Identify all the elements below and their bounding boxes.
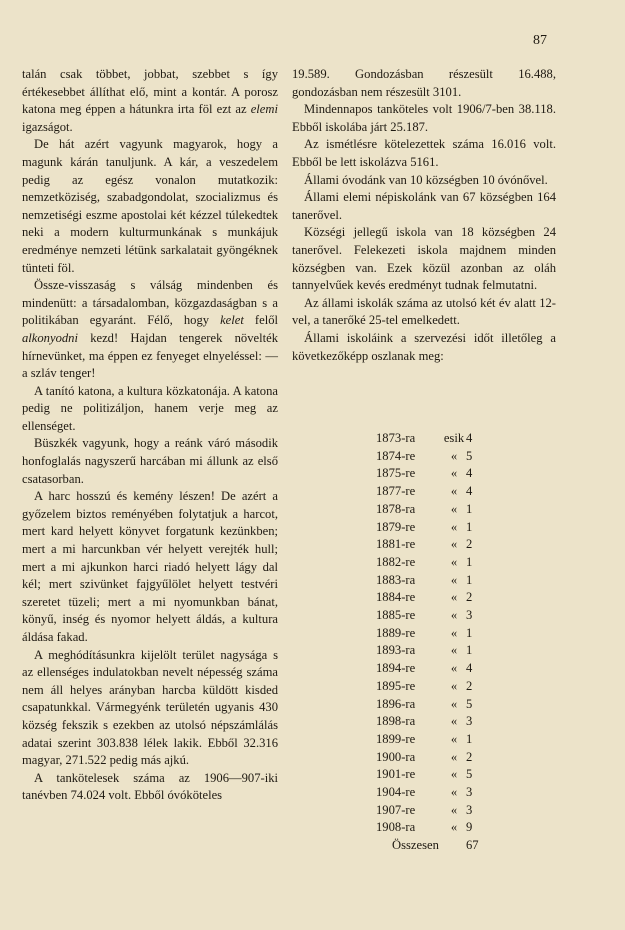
- count-cell: 2: [466, 590, 473, 605]
- year-cell: 1904-re: [376, 785, 416, 800]
- ditto-mark: «: [450, 466, 458, 481]
- year-cell: 1908-ra: [376, 820, 416, 835]
- count-cell: 1: [466, 554, 473, 569]
- year-cell: 1901-re: [376, 767, 416, 782]
- right-paragraph: Az állami iskolák száma az utolsó két év alatt 12-vel, a tanerőké 25-tel emelkedett.: [292, 295, 556, 328]
- right-paragraph: 19.589. Gondozásban részesült 16.488, gondozásban nem részesült 3101.: [292, 67, 556, 99]
- school-founding-table: [376, 430, 486, 855]
- table-row: [376, 572, 486, 590]
- table-row: [376, 483, 486, 501]
- table-row: [376, 802, 486, 820]
- count-cell: 3: [466, 608, 473, 623]
- count-cell: 2: [466, 749, 473, 764]
- year-cell: 1889-re: [376, 625, 416, 640]
- count-cell: 5: [466, 448, 473, 463]
- text-span: Össze-visszaság s válság mindenben és mindenütt: a társadalomban, közgazdaságban s a politikában egyaránt. Félő, hogy: [22, 278, 278, 328]
- year-cell: 1875-re: [376, 466, 416, 481]
- count-cell: 1: [466, 625, 473, 640]
- ditto-mark: «: [450, 537, 458, 552]
- left-paragraph: [22, 277, 278, 383]
- table-row: [376, 625, 486, 643]
- emphasized-word: elemi: [250, 102, 278, 117]
- count-cell: 1: [466, 643, 473, 658]
- count-cell: 2: [466, 537, 473, 552]
- left-paragraph: A tankötelesek száma az 1906—907-iki tanévben 74.024 volt. Ebből óvóköteles: [22, 770, 278, 803]
- ditto-mark: «: [450, 767, 458, 782]
- year-cell: 1895-re: [376, 678, 416, 693]
- ditto-mark: «: [450, 590, 458, 605]
- year-cell: 1884-re: [376, 590, 416, 605]
- count-cell: 5: [466, 696, 473, 711]
- ditto-mark: «: [450, 501, 458, 516]
- text-span: felől: [243, 313, 279, 328]
- ditto-mark: «: [450, 731, 458, 746]
- year-cell: 1874-re: [376, 448, 416, 463]
- ditto-mark: «: [450, 661, 458, 676]
- ditto-mark: «: [450, 749, 458, 764]
- ditto-mark: esik: [443, 431, 465, 445]
- year-cell: 1873-ra: [376, 431, 416, 445]
- ditto-mark: «: [450, 448, 458, 463]
- page-number: 87: [533, 33, 547, 48]
- year-cell: 1877-re: [376, 484, 416, 499]
- table-total-row: [376, 837, 486, 855]
- year-cell: 1893-ra: [376, 643, 416, 658]
- table-row: [376, 589, 486, 607]
- table-row: [376, 678, 486, 696]
- ditto-mark: «: [450, 696, 458, 711]
- year-cell: 1894-re: [376, 661, 416, 676]
- year-cell: 1899-re: [376, 731, 416, 746]
- count-cell: 3: [466, 785, 473, 800]
- ditto-mark: «: [450, 802, 458, 817]
- emphasized-word: alkonyodni: [22, 330, 78, 345]
- year-cell: 1898-ra: [376, 714, 416, 729]
- year-cell: 1883-ra: [376, 572, 416, 587]
- count-cell: 1: [466, 501, 473, 516]
- year-cell: 1885-re: [376, 608, 416, 623]
- right-text-column: [292, 66, 556, 365]
- right-paragraph: Állami iskoláink a szervezési időt illetőleg a következőképp oszlanak meg:: [292, 330, 556, 363]
- count-cell: 4: [466, 484, 473, 499]
- table-row: [376, 430, 486, 448]
- left-paragraph: Büszkék vagyunk, hogy a reánk váró második honfoglalás nagyszerű harcában mi állunk az első csatasorban.: [22, 436, 278, 486]
- count-cell: 4: [466, 466, 473, 481]
- right-paragraph: Mindennapos tanköteles volt 1906/7-ben 38.118. Ebből iskolába járt 25.187.: [292, 102, 556, 134]
- ditto-mark: «: [450, 785, 458, 800]
- text-span: igazságot.: [22, 119, 73, 134]
- count-cell: 4: [466, 431, 473, 445]
- right-paragraph: Az ismétlésre kötelezettek száma 16.016 volt. Ebből be lett iskolázva 5161.: [292, 137, 556, 169]
- left-paragraph: A harc hosszú és kemény lészen! De azért a győzelem biztos reményében folytatjuk a harcot, mert kard helyett könyvet forgatunk kezünkben; mert a mi harcunkban vér helyett verejték hull; mert a mi ajkunkon harci riadó helyett lágy dal kél; mert szivünket fajgyűlölet helyett testvéri szeretet tüzeli; mert a mi nyomunkban bánat, könyű, inség és nyomor helyett áldás, a kultura áldása fakad.: [22, 489, 278, 644]
- count-cell: 5: [466, 767, 473, 782]
- left-paragraph: De hát azért vagyunk magyarok, hogy a magunk kárán tanuljunk. A kár, a veszedelem pedig az egész vonalon mutatkozik: nemzetköziség, szabadgondolat, szocializmus és nemzetiségi eszme apostolai két kézzel túlekedtek neki a modern kulturmunkának s munkájuk eredménye nemzeti létünk sarkalatait gyöngéknek tünteti föl.: [22, 137, 278, 275]
- table-row: [376, 465, 486, 483]
- total-label: Összesen: [392, 838, 439, 853]
- table-row: [376, 731, 486, 749]
- table-row: [376, 554, 486, 572]
- ditto-mark: «: [450, 554, 458, 569]
- table-row: [376, 696, 486, 714]
- ditto-mark: «: [450, 643, 458, 658]
- ditto-mark: «: [450, 820, 458, 835]
- ditto-mark: «: [450, 625, 458, 640]
- table-row: [376, 642, 486, 660]
- table-row: [376, 749, 486, 767]
- ditto-mark: «: [450, 484, 458, 499]
- left-paragraph: [22, 66, 278, 136]
- table-row: [376, 766, 486, 784]
- year-cell: 1878-ra: [376, 501, 416, 516]
- year-cell: 1907-re: [376, 802, 416, 817]
- table-row: [376, 819, 486, 837]
- count-cell: 4: [466, 661, 473, 676]
- right-paragraph: Állami óvodánk van 10 községben 10 óvónővel.: [304, 172, 548, 187]
- count-cell: 1: [466, 731, 473, 746]
- right-paragraph: Községi jellegű iskola van 18 községben 24 tanerővel. Felekezeti iskola majdnem minden községben van. Ezek közül azonban az oláh tannyelvűek kevés eredményt tudnak felmutatni.: [292, 225, 556, 293]
- ditto-mark: «: [450, 678, 458, 693]
- table-row: [376, 660, 486, 678]
- count-cell: 9: [466, 820, 473, 835]
- year-cell: 1881-re: [376, 537, 416, 552]
- text-span: talán csak többet, jobbat, szebbet s így értékesebbet állíthat elő, mint a kontár. A porosz katona meg éppen a hátunkra irta föl ezt az: [22, 67, 278, 117]
- total-value: 67: [466, 838, 479, 853]
- year-cell: 1879-re: [376, 519, 416, 534]
- table-row: [376, 501, 486, 519]
- count-cell: 3: [466, 802, 473, 817]
- right-paragraph: Állami elemi népiskolánk van 67 községben 164 tanerővel.: [292, 190, 556, 222]
- count-cell: 1: [466, 572, 473, 587]
- left-paragraph: A tanító katona, a kultura közkatonája. A katona pedig ne politizáljon, hanem verje meg az ellenséget.: [22, 383, 278, 433]
- count-cell: 2: [466, 678, 473, 693]
- year-cell: 1882-re: [376, 554, 416, 569]
- ditto-mark: «: [450, 519, 458, 534]
- ditto-mark: «: [450, 714, 458, 729]
- ditto-mark: «: [450, 608, 458, 623]
- left-paragraph: A meghódításunkra kijelölt terület nagysága s az ellenséges indulatokban nevelt népesség száma nem áll helyes arányban harcba küldött kisded csapatunkkal. Vármegyénk területén ugyanis 430 község fekszik s ezekben az utolsó népszámlálás adatai szerint 303.838 lélek lakik. Ebből 32.316 magyar, 271.522 pedig más ajkú.: [22, 647, 278, 768]
- table-row: [376, 784, 486, 802]
- table-row: [376, 607, 486, 625]
- emphasized-word: kelet: [220, 313, 244, 328]
- year-cell: 1896-ra: [376, 696, 416, 711]
- table-row: [376, 536, 486, 554]
- table-row: [376, 519, 486, 537]
- year-cell: 1900-ra: [376, 749, 416, 764]
- table-row: [376, 448, 486, 466]
- text-span: kezd! Hajdan tengerek növelték hírnevünket, ma éppen ez fenyeget elnyeléssel: — a szláv tenger!: [22, 330, 278, 381]
- count-cell: 3: [466, 714, 473, 729]
- table-row: [376, 713, 486, 731]
- ditto-mark: «: [450, 572, 458, 587]
- count-cell: 1: [466, 519, 473, 534]
- left-text-column: [22, 66, 278, 805]
